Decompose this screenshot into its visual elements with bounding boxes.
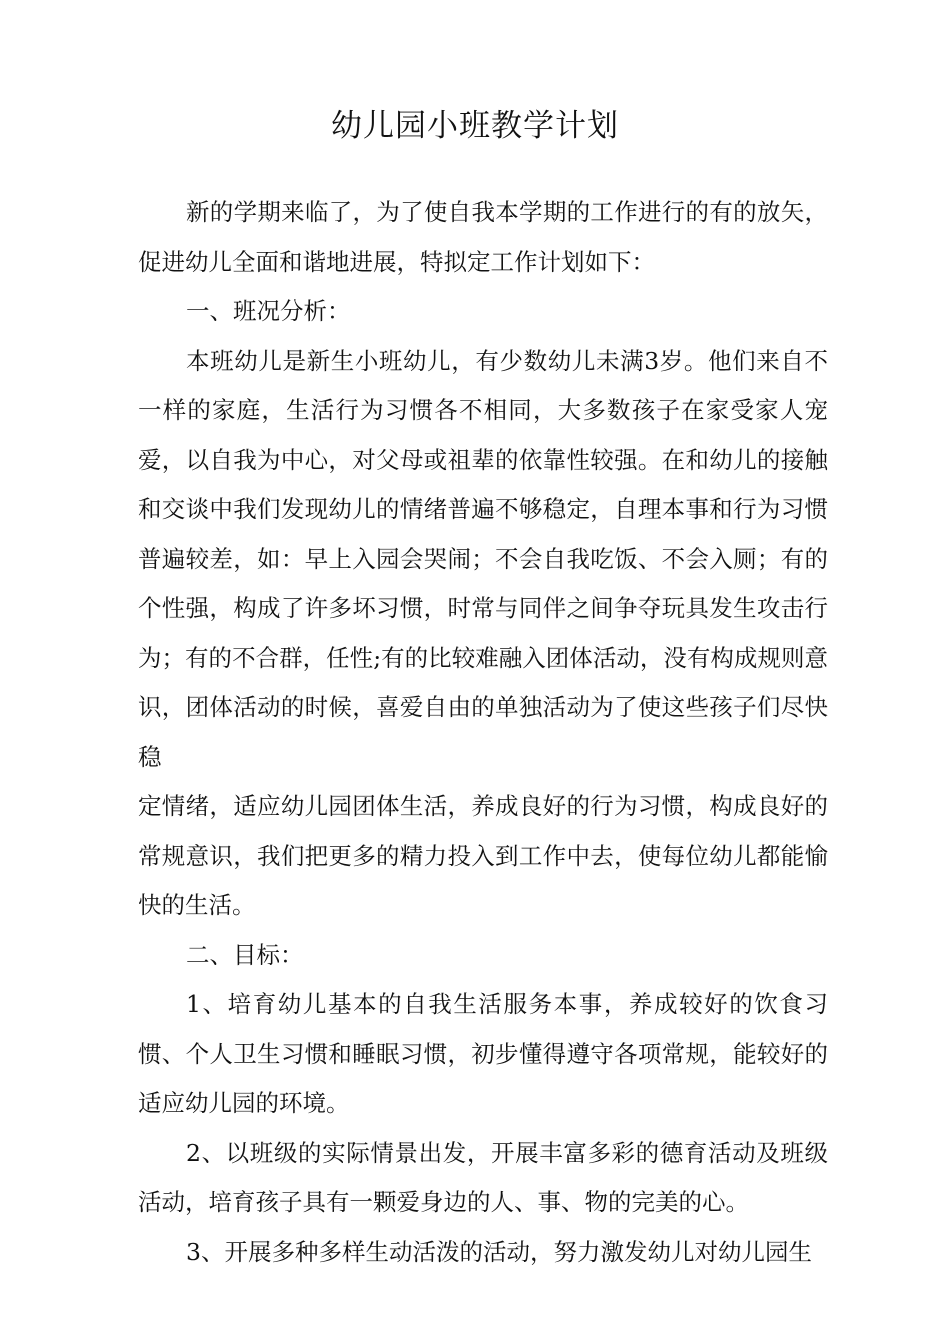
goal-item-1: 1、培育幼儿基本的自我生活服务本事，养成较好的饮食习惯、个人卫生习惯和睡眠习惯，初步懂得遵守各项常规，能较好的适应幼儿园的环境。: [138, 990, 828, 1117]
goal-item-3: 3、开展多种多样生动活泼的活动，努力激发幼儿对幼儿园生: [186, 1237, 812, 1266]
section-heading-goals: 二、目标：: [186, 940, 304, 969]
intro-paragraph: 新的学期来临了，为了使自我本学期的工作进行的有的放矢，促进幼儿全面和谐地进展，特拟定工作计划如下：: [138, 198, 828, 276]
document-body: [138, 188, 828, 1277]
class-analysis-continuation: 定情绪，适应幼儿园团体生活，养成良好的行为习惯，构成良好的常规意识，我们把更多的精力投入到工作中去，使每位幼儿都能愉快的生活。: [138, 792, 828, 919]
section-heading-class-analysis: 一、班况分析：: [186, 297, 351, 325]
class-analysis-paragraph: 本班幼儿是新生小班幼儿，有少数幼儿未满3岁。他们来自不一样的家庭，生活行为习惯各不相同，大多数孩子在家受家人宠爱，以自我为中心，对父母或祖辈的依靠性较强。在和幼儿的接触和交谈中我们发现幼儿的情绪普遍不够稳定，自理本事和行为习惯普遍较差，如：早上入园会哭闹；不会自我吃饭、不会入厕；有的个性强，构成了许多坏习惯，时常与同伴之间争夺玩具发生攻击行为；有的不合群，任性;有的比较难融入团体活动，没有构成规则意识，团体活动的时候，喜爱自由的单独活动为了使这些孩子们尽快稳: [138, 346, 828, 771]
goal-item-2: 2、以班级的实际情景出发，开展丰富多彩的德育活动及班级活动，培育孩子具有一颗爱身边的人、事、物的完美的心。: [138, 1138, 828, 1216]
document-title: 幼儿园小班教学计划: [331, 108, 619, 144]
